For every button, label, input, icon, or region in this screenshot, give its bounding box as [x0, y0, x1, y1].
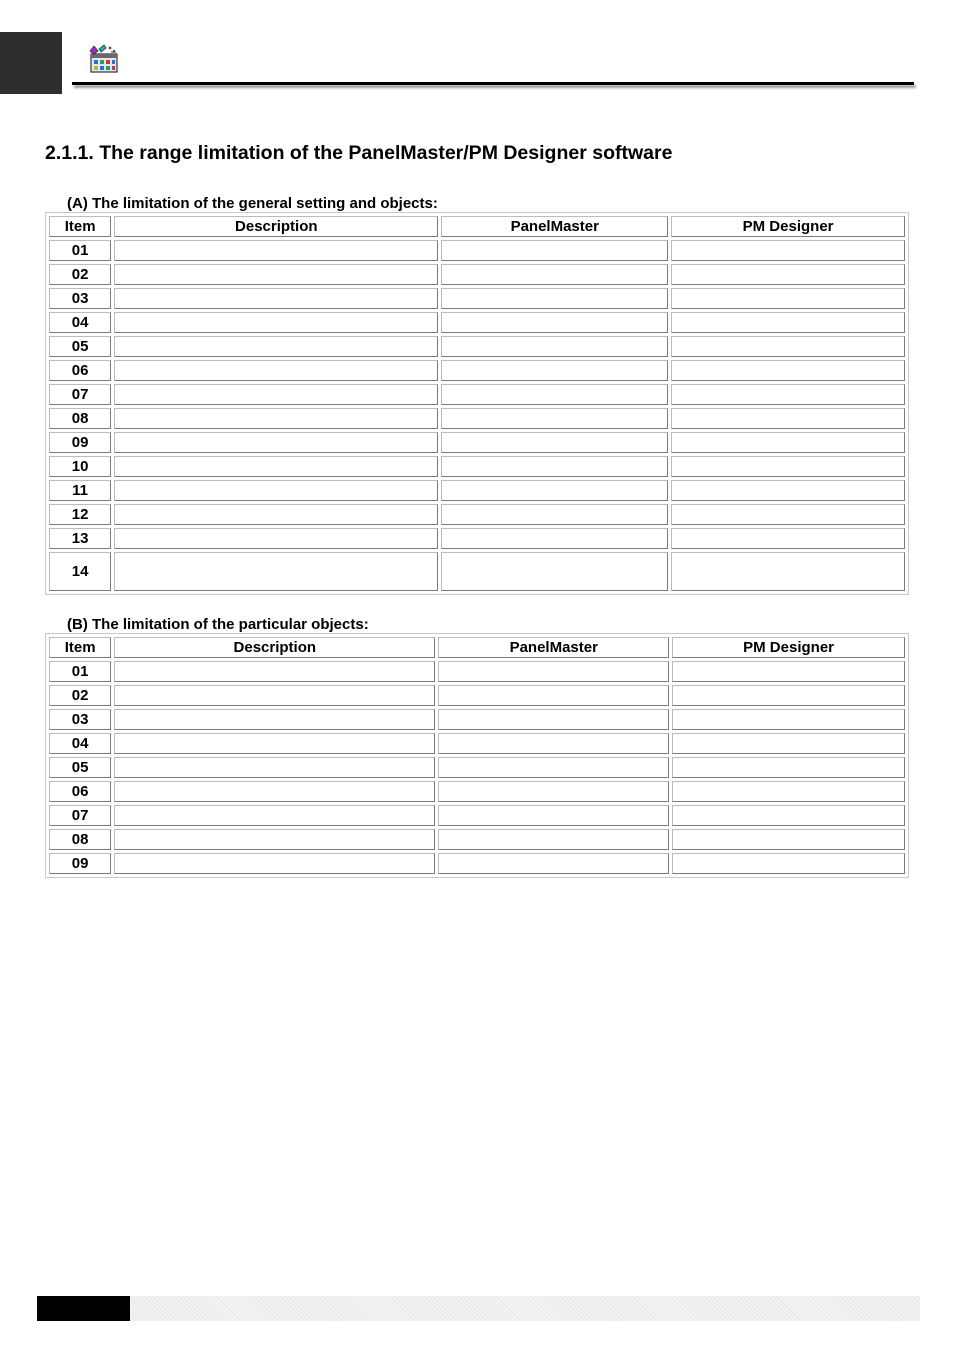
table-row	[49, 733, 905, 754]
panelmaster-cell	[438, 661, 669, 682]
table-row	[49, 781, 905, 802]
table-row	[49, 480, 905, 501]
item-cell: 08	[49, 829, 111, 850]
item-cell: 07	[49, 384, 111, 405]
header-description: Description	[114, 216, 438, 237]
table-row	[49, 829, 905, 850]
table-row	[49, 709, 905, 730]
item-cell: 07	[49, 805, 111, 826]
table-row	[49, 432, 905, 453]
header-pm-designer: PM Designer	[672, 637, 905, 658]
pm-designer-cell	[671, 432, 905, 453]
item-cell: 11	[49, 480, 111, 501]
panelmaster-cell	[441, 336, 668, 357]
description-cell	[114, 240, 438, 261]
item-cell: 10	[49, 456, 111, 477]
panelmaster-cell	[438, 853, 669, 874]
panelmaster-cell	[438, 829, 669, 850]
table-row	[49, 384, 905, 405]
panelmaster-cell	[441, 552, 668, 591]
item-cell: 05	[49, 757, 111, 778]
pm-designer-cell	[672, 853, 905, 874]
description-cell	[114, 709, 435, 730]
item-cell: 04	[49, 733, 111, 754]
description-cell	[114, 733, 435, 754]
table-row	[49, 312, 905, 333]
item-cell: 09	[49, 432, 111, 453]
item-cell: 09	[49, 853, 111, 874]
table-row	[49, 661, 905, 682]
panelmaster-cell	[441, 456, 668, 477]
description-cell	[114, 552, 438, 591]
description-cell	[114, 432, 438, 453]
item-cell: 14	[49, 552, 111, 591]
table-row	[49, 805, 905, 826]
item-cell: 04	[49, 312, 111, 333]
table-b-caption: (B) The limitation of the particular objects:	[67, 616, 369, 633]
pm-designer-cell	[672, 733, 905, 754]
table-header-row	[49, 216, 905, 237]
table-row	[49, 288, 905, 309]
panelmaster-cell	[441, 432, 668, 453]
description-cell	[114, 805, 435, 826]
panelmaster-cell	[441, 528, 668, 549]
header-panelmaster: PanelMaster	[441, 216, 668, 237]
description-cell	[114, 408, 438, 429]
pm-designer-cell	[671, 264, 905, 285]
general-limitation-table	[45, 212, 909, 595]
description-cell	[114, 781, 435, 802]
footer-block	[37, 1296, 130, 1321]
item-cell: 01	[49, 661, 111, 682]
panelmaster-cell	[441, 480, 668, 501]
description-cell	[114, 360, 438, 381]
table-header-row	[49, 637, 905, 658]
table-row	[49, 552, 905, 591]
pm-designer-cell	[672, 709, 905, 730]
item-cell: 12	[49, 504, 111, 525]
table-row	[49, 408, 905, 429]
description-cell	[114, 829, 435, 850]
panelmaster-cell	[438, 709, 669, 730]
pm-designer-cell	[671, 552, 905, 591]
pm-designer-cell	[672, 805, 905, 826]
panelmaster-cell	[438, 757, 669, 778]
footer-band	[130, 1296, 920, 1321]
header-description: Description	[114, 637, 435, 658]
description-cell	[114, 661, 435, 682]
description-cell	[114, 264, 438, 285]
pm-designer-cell	[671, 384, 905, 405]
table-row	[49, 360, 905, 381]
header-item: Item	[49, 216, 111, 237]
description-cell	[114, 456, 438, 477]
pm-designer-cell	[672, 661, 905, 682]
panelmaster-cell	[441, 504, 668, 525]
pm-designer-cell	[671, 312, 905, 333]
item-cell: 06	[49, 781, 111, 802]
table-row	[49, 853, 905, 874]
description-cell	[114, 336, 438, 357]
table-row	[49, 336, 905, 357]
panelmaster-cell	[441, 384, 668, 405]
pm-designer-cell	[671, 408, 905, 429]
pm-designer-cell	[671, 360, 905, 381]
item-cell: 13	[49, 528, 111, 549]
pm-designer-cell	[672, 829, 905, 850]
header-rule	[72, 82, 914, 85]
table-a-caption: (A) The limitation of the general setting and objects:	[67, 195, 438, 212]
panelmaster-cell	[438, 781, 669, 802]
table-row	[49, 456, 905, 477]
description-cell	[114, 853, 435, 874]
table-row	[49, 240, 905, 261]
object-limitation-table	[45, 633, 909, 878]
pm-designer-cell	[671, 528, 905, 549]
description-cell	[114, 504, 438, 525]
item-cell: 01	[49, 240, 111, 261]
description-cell	[114, 288, 438, 309]
table-row	[49, 528, 905, 549]
table-row	[49, 264, 905, 285]
item-cell: 03	[49, 709, 111, 730]
panelmaster-cell	[441, 312, 668, 333]
pm-designer-cell	[671, 456, 905, 477]
panelmaster-cell	[441, 264, 668, 285]
item-cell: 06	[49, 360, 111, 381]
pm-designer-cell	[672, 781, 905, 802]
description-cell	[114, 685, 435, 706]
panel-toolbox-icon	[87, 42, 121, 74]
description-cell	[114, 312, 438, 333]
item-cell: 02	[49, 264, 111, 285]
pm-designer-cell	[672, 685, 905, 706]
table-row	[49, 504, 905, 525]
table-row	[49, 685, 905, 706]
panelmaster-cell	[438, 733, 669, 754]
panelmaster-cell	[438, 805, 669, 826]
pm-designer-cell	[671, 288, 905, 309]
header-pm-designer: PM Designer	[671, 216, 905, 237]
description-cell	[114, 480, 438, 501]
panelmaster-cell	[438, 685, 669, 706]
item-cell: 05	[49, 336, 111, 357]
description-cell	[114, 528, 438, 549]
table-row	[49, 757, 905, 778]
section-title: 2.1.1. The range limitation of the PanelMaster/PM Designer software	[45, 142, 673, 164]
header-panelmaster: PanelMaster	[438, 637, 669, 658]
pm-designer-cell	[672, 757, 905, 778]
description-cell	[114, 757, 435, 778]
pm-designer-cell	[671, 336, 905, 357]
header-item: Item	[49, 637, 111, 658]
item-cell: 08	[49, 408, 111, 429]
pm-designer-cell	[671, 504, 905, 525]
header-corner-block	[0, 32, 62, 94]
item-cell: 02	[49, 685, 111, 706]
description-cell	[114, 384, 438, 405]
pm-designer-cell	[671, 480, 905, 501]
panelmaster-cell	[441, 288, 668, 309]
panelmaster-cell	[441, 360, 668, 381]
panelmaster-cell	[441, 408, 668, 429]
item-cell: 03	[49, 288, 111, 309]
pm-designer-cell	[671, 240, 905, 261]
panelmaster-cell	[441, 240, 668, 261]
